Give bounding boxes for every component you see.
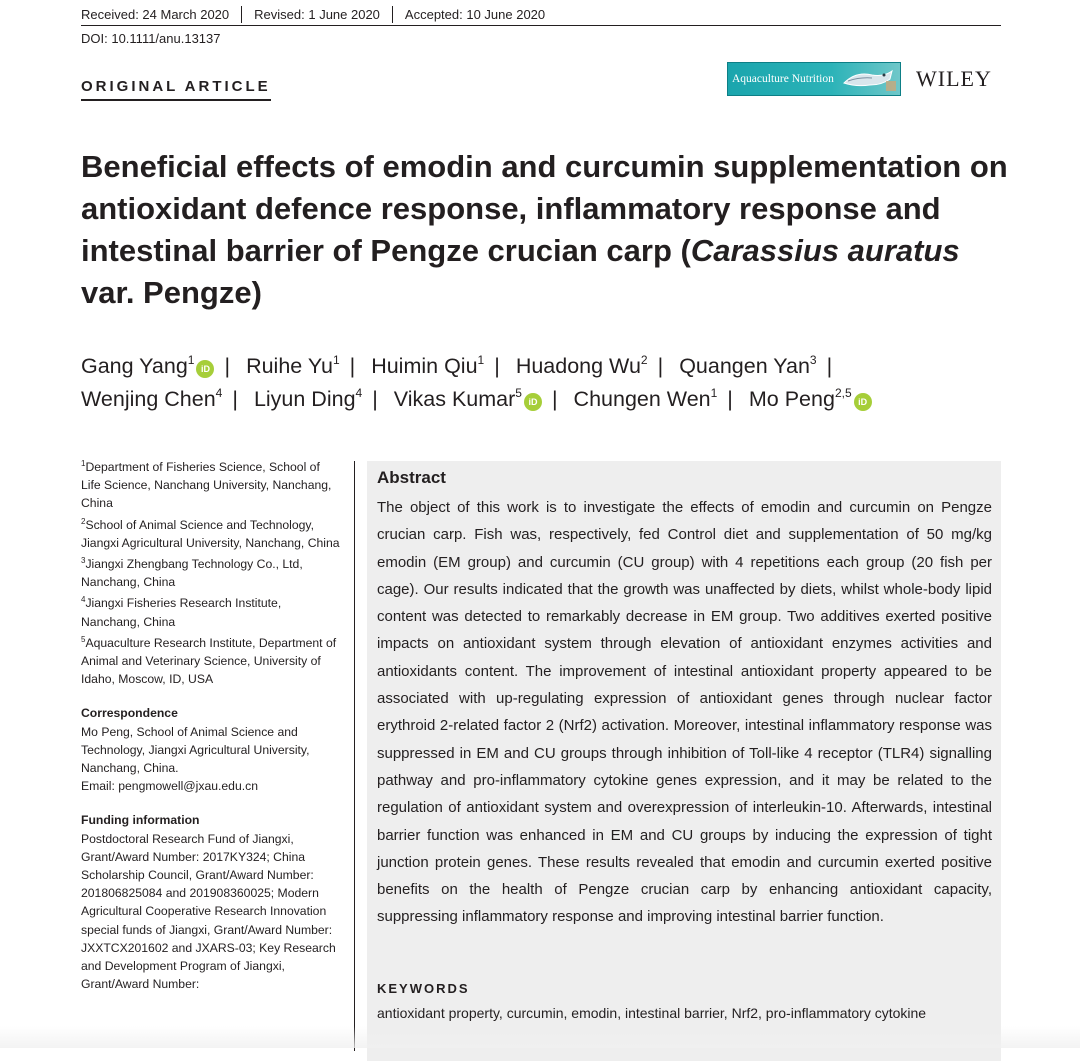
author-name[interactable] [254, 387, 362, 411]
author-name-text: Mo Peng [748, 387, 835, 411]
keywords-heading: KEYWORDS [377, 981, 470, 996]
author-separator: | [372, 387, 378, 411]
orcid-icon[interactable]: iD [196, 360, 214, 378]
author-name-text: Chungen Wen [573, 387, 711, 411]
author-separator: | [224, 354, 231, 378]
column-divider [354, 461, 355, 1051]
keywords-text: antioxidant property, curcumin, emodin, intestinal barrier, Nrf2, pro-inflammatory cytokine [377, 1005, 927, 1021]
received-date: Received: 24 March 2020 [81, 6, 242, 23]
author-affiliation-number: 1 [187, 353, 195, 367]
correspondence-heading: Correspondence [81, 706, 178, 721]
author-affiliation-number: 3 [809, 353, 817, 367]
author-separator: | [494, 354, 500, 378]
doi[interactable]: DOI: 10.1111/anu.13137 [81, 31, 221, 46]
author-name[interactable] [679, 354, 816, 378]
affiliation-text: Jiangxi Fisheries Research Institute, Nanchang, China [81, 596, 282, 629]
author-name[interactable] [246, 354, 340, 378]
author-affiliation-number: 4 [215, 386, 223, 400]
affiliation-number: 3 [81, 556, 86, 566]
affiliation-item [81, 555, 341, 591]
author-list [81, 350, 1001, 416]
affiliation-item [81, 516, 341, 552]
author-affiliation-number: 1 [332, 353, 340, 367]
affiliation-number: 1 [81, 459, 86, 468]
author-separator: | [349, 354, 356, 378]
affiliation-item [81, 634, 341, 689]
accepted-date: Accepted: 10 June 2020 [404, 7, 546, 22]
author-separator: | [727, 387, 733, 411]
author-name[interactable] [749, 387, 872, 411]
affiliations [81, 458, 341, 688]
funding-text: Postdoctoral Research Fund of Jiangxi, Grant/Award Number: 2017KY324; China Scholarship Council, Grant/Award Number: 201806825084 and 201908360025; Modern Agricultural Cooperative Research Innovation special funds of Jiangxi, Grant/Award Number: JXXTCX201602 and JXARS-03; Key Research and Development Program of Jiangxi, Grant/Award Number: [81, 831, 336, 992]
author-separator: | [551, 387, 558, 411]
author-name-text: Huimin Qiu [371, 354, 478, 378]
author-name[interactable] [516, 354, 648, 378]
affiliation-number: 5 [81, 634, 86, 644]
orcid-icon[interactable]: iD [854, 393, 872, 411]
author-affiliation-number: 2 [640, 353, 648, 367]
author-affiliation-number: 1 [710, 386, 718, 400]
article-type: ORIGINAL ARTICLE [81, 78, 271, 101]
author-name[interactable] [574, 387, 718, 411]
author-name-text: Liyun Ding [253, 387, 356, 411]
author-affiliation-number: 1 [477, 353, 485, 367]
article-info-column [81, 458, 341, 993]
author-name[interactable] [394, 387, 542, 411]
funding-heading: Funding information [81, 813, 200, 828]
author-separator: | [657, 354, 664, 378]
correspondence-text: Mo Peng, School of Animal Science and Technology, Jiangxi Agricultural University, Nanchang, China. [81, 724, 310, 776]
author-name[interactable] [371, 354, 484, 378]
affiliation-text: Jiangxi Zhengbang Technology Co., Ltd, Nanchang, China [81, 557, 303, 590]
journal-name: Aquaculture Nutrition [732, 73, 834, 85]
revised-date: Revised: 1 June 2020 [242, 6, 393, 23]
author-affiliation-number: 4 [355, 386, 363, 400]
author-name-text: Quangen Yan [679, 354, 810, 378]
affiliation-text: Department of Fisheries Science, School of Life Science, Nanchang University, Nanchang, China [81, 460, 332, 511]
author-name-text: Gang Yang [81, 354, 188, 378]
affiliation-item [81, 458, 341, 513]
author-name-text: Ruihe Yu [246, 354, 333, 378]
species-name: Carassius auratus [690, 233, 960, 268]
bottom-fade [0, 1026, 1080, 1048]
affiliation-number: 4 [81, 595, 86, 605]
author-name-text: Huadong Wu [515, 354, 641, 378]
author-name[interactable] [81, 354, 214, 378]
author-name-text: Vikas Kumar [393, 387, 516, 411]
author-name[interactable] [81, 387, 222, 411]
correspondence-email[interactable]: Email: pengmowell@jxau.edu.cn [81, 779, 258, 794]
author-separator: | [232, 387, 238, 411]
fish-icon [842, 65, 898, 93]
title-part-1: Beneficial effects of emodin and curcumin supplementation on antioxidant defence response, inflammatory response and intestinal barrier of Pengze crucian carp ( [81, 149, 1008, 268]
affiliation-item [81, 594, 341, 630]
affiliation-number: 2 [81, 516, 86, 526]
orcid-icon[interactable]: iD [524, 393, 542, 411]
affiliation-text: School of Animal Science and Technology, Jiangxi Agricultural University, Nanchang, China [81, 517, 340, 550]
title-part-2: var. Pengze) [81, 275, 262, 310]
author-affiliation-number: 5 [515, 386, 522, 400]
affiliation-text: Aquaculture Research Institute, Department of Animal and Veterinary Science, University of Idaho, Moscow, ID, USA [81, 635, 337, 687]
journal-logo[interactable] [727, 62, 901, 96]
publisher-logo[interactable]: WILEY [916, 66, 992, 91]
abstract-heading: Abstract [377, 468, 446, 487]
publication-dates [81, 4, 1001, 26]
author-separator: | [826, 354, 833, 378]
abstract-text: The object of this work is to investigate the effects of emodin and curcumin on Pengze crucian carp. Fish was, respectively, fed Control diet and supplementation of 50 mg/kg emodin (EM group) and curcumin (CU group) with 4 repetitions each group (20 fish per cage). Our results indicated that the growth was unaffected by diets, whilst whole-body lipid content was detected to remarkably decrease in EM group. Two additives exerted positive impacts on antioxidant system through elevation of antioxidant enzymes activities and antioxidants content. The improvement of intestinal antioxidant property appeared to be associated with up-regulating expression of antioxidant genes through nuclear factor erythroid 2-related factor 2 (Nrf2) activation. Moreover, intestinal inflammatory response was suppressed in EM and CU groups through inhibition of Toll-like 4 receptor (TLR4) signalling pathway and pro-inflammatory cytokine genes expression, and it may be related to the regulation of antioxidant system and overexpression of interleukin-10. Afterwards, intestinal barrier function was enhanced in EM and CU groups by inducing the expression of tight junction protein genes. These results revealed that emodin and curcumin exerted positive benefits on the health of Pengze crucian carp by enhancing antioxidant capacity, suppressing inflammatory response and improving intestinal barrier function. [377, 499, 992, 926]
author-name-text: Wenjing Chen [81, 387, 216, 411]
article-title [81, 146, 1021, 314]
author-affiliation-number: 2,5 [834, 386, 852, 400]
